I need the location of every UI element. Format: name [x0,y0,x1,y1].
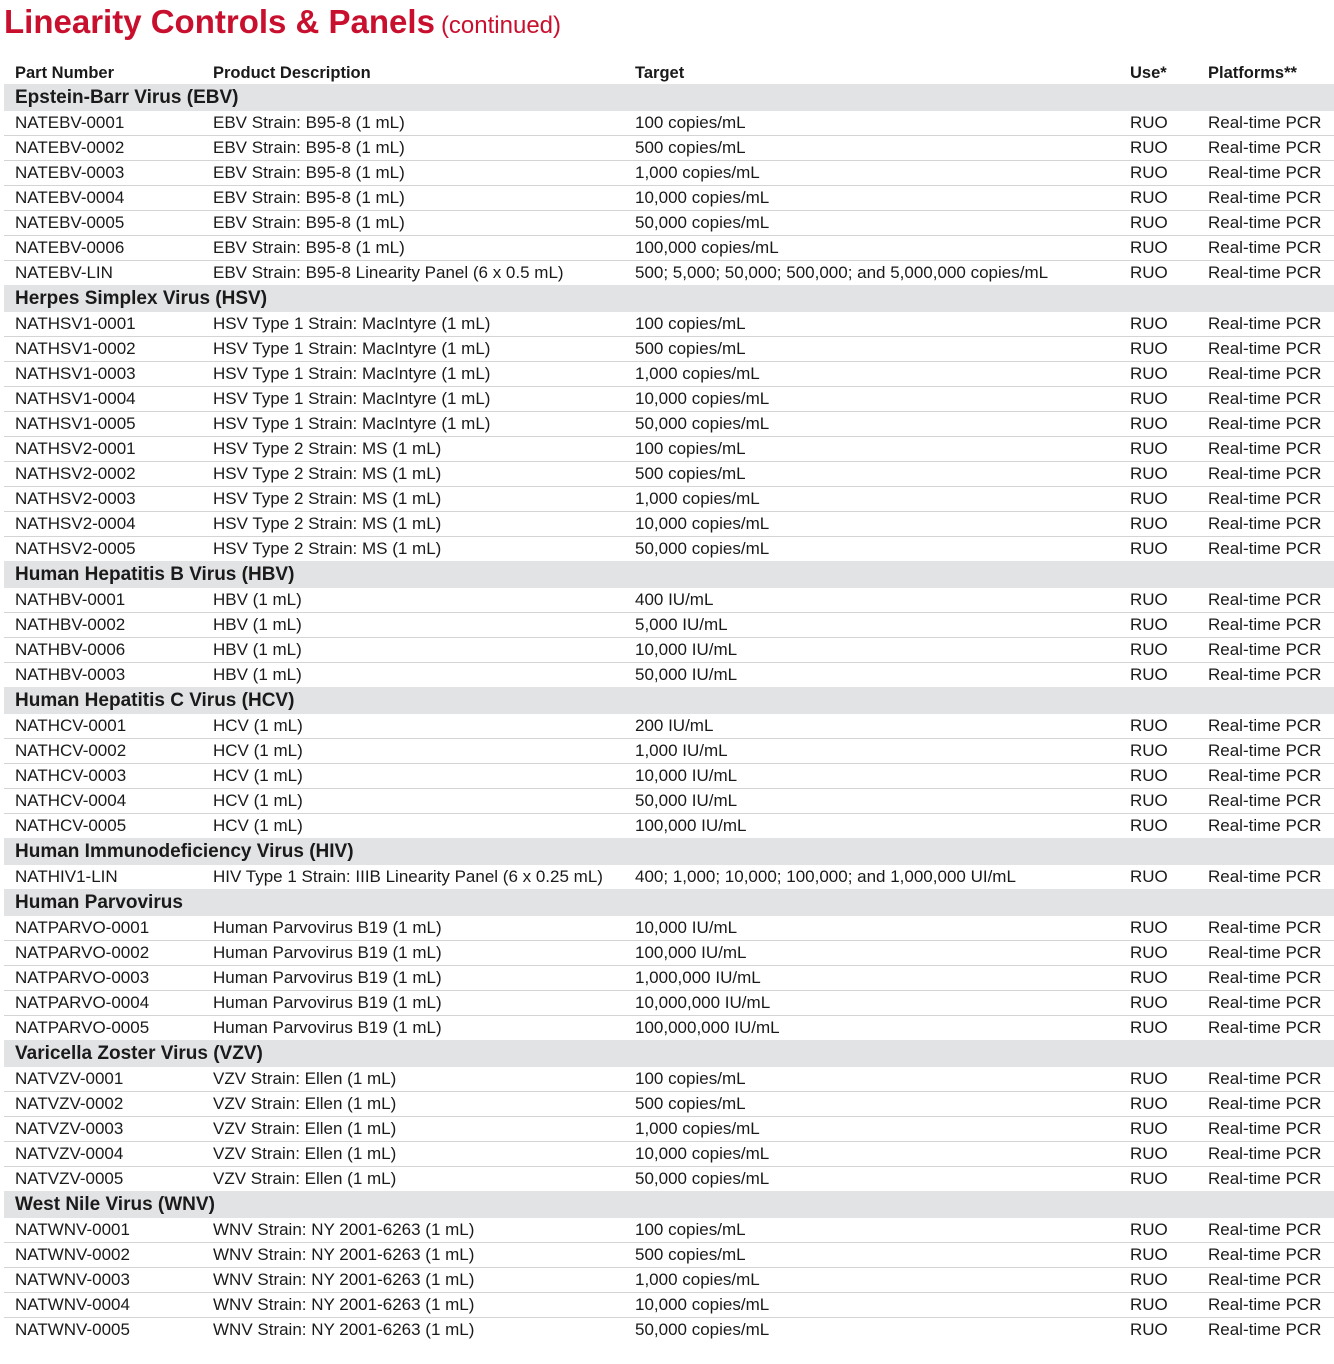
target-cell: 10,000 copies/mL [624,1142,1119,1167]
part-number-cell: NATPARVO-0005 [15,1018,150,1037]
table-row [4,362,1334,387]
product-description-cell: VZV Strain: Ellen (1 mL) [202,1142,624,1167]
product-description-cell: WNV Strain: NY 2001-6263 (1 mL) [213,1320,475,1339]
table-row [4,739,1334,764]
section-header-row [4,84,1334,111]
platform-cell: Real-time PCR [1208,665,1322,684]
part-number-cell: NATHBV-0002 [4,613,202,638]
target-cell: 500 copies/mL [624,1092,1119,1117]
product-description-cell: Human Parvovirus B19 (1 mL) [202,916,624,941]
table-row [4,1167,1334,1192]
use-cell: RUO [1119,362,1197,387]
part-number-cell: NATWNV-0002 [4,1243,202,1268]
product-description-cell: HSV Type 1 Strain: MacIntyre (1 mL) [202,337,624,362]
use-cell: RUO [1119,1268,1197,1293]
use-cell: RUO [1130,539,1168,558]
use-cell: RUO [1119,966,1197,991]
platform-cell: Real-time PCR [1197,236,1334,261]
platform-cell: Real-time PCR [1197,1142,1334,1167]
target-cell: 200 IU/mL [624,714,1119,739]
part-number-cell: NATHCV-0004 [4,789,202,814]
product-description-cell: HSV Type 1 Strain: MacIntyre (1 mL) [202,362,624,387]
table-row [4,136,1334,161]
table-row [4,437,1334,462]
part-number-cell: NATHBV-0001 [4,588,202,613]
use-cell: RUO [1119,437,1197,462]
target-cell: 500; 5,000; 50,000; 500,000; and 5,000,000 copies/mL [635,263,1049,282]
use-cell: RUO [1119,1243,1197,1268]
product-description-cell: HSV Type 1 Strain: MacIntyre (1 mL) [202,387,624,412]
section-title: Varicella Zoster Virus (VZV) [4,1040,1334,1067]
part-number-cell: NATVZV-0004 [4,1142,202,1167]
platform-cell: Real-time PCR [1197,437,1334,462]
product-description-cell: Human Parvovirus B19 (1 mL) [202,991,624,1016]
part-number-cell: NATWNV-0004 [4,1293,202,1318]
use-cell: RUO [1119,613,1197,638]
use-cell: RUO [1119,337,1197,362]
section-title: Epstein-Barr Virus (EBV) [4,84,1334,111]
product-description-cell: WNV Strain: NY 2001-6263 (1 mL) [202,1243,624,1268]
use-cell: RUO [1130,867,1168,886]
table-row [4,462,1334,487]
part-number-cell: NATVZV-0002 [4,1092,202,1117]
target-cell: 100,000,000 IU/mL [635,1018,780,1037]
target-cell: 10,000 IU/mL [624,764,1119,789]
section-header-row [4,561,1334,588]
header-row [4,57,1334,84]
table-header [4,57,1334,84]
platform-cell: Real-time PCR [1197,1243,1334,1268]
target-cell: 1,000 copies/mL [624,487,1119,512]
use-cell: RUO [1119,1142,1197,1167]
part-number-cell: NATEBV-0003 [4,161,202,186]
table-row [4,211,1334,236]
use-cell: RUO [1130,263,1168,282]
part-number-cell: NATPARVO-0004 [4,991,202,1016]
table-row [4,412,1334,437]
use-cell: RUO [1119,916,1197,941]
table-row [4,1243,1334,1268]
target-cell: 1,000 IU/mL [624,739,1119,764]
target-cell: 500 copies/mL [624,136,1119,161]
part-number-cell: NATEBV-0002 [4,136,202,161]
product-description-cell: HIV Type 1 Strain: IIIB Linearity Panel (6 x 0.25 mL) [213,867,603,886]
target-cell: 100,000 IU/mL [624,941,1119,966]
platform-cell: Real-time PCR [1197,941,1334,966]
target-cell: 1,000 copies/mL [624,1268,1119,1293]
part-number-cell: NATHCV-0005 [15,816,127,835]
use-cell: RUO [1119,1067,1197,1092]
platform-cell: Real-time PCR [1197,588,1334,613]
product-description-cell: Human Parvovirus B19 (1 mL) [202,941,624,966]
platform-cell: Real-time PCR [1197,764,1334,789]
use-cell: RUO [1119,991,1197,1016]
use-cell: RUO [1119,236,1197,261]
platform-cell: Real-time PCR [1197,1268,1334,1293]
part-number-cell: NATHSV1-0001 [4,312,202,337]
target-cell: 100 copies/mL [624,1218,1119,1243]
platform-cell: Real-time PCR [1197,966,1334,991]
use-cell: RUO [1130,665,1168,684]
use-cell: RUO [1119,638,1197,663]
part-number-cell: NATWNV-0003 [4,1268,202,1293]
platform-cell: Real-time PCR [1197,136,1334,161]
platform-cell: Real-time PCR [1197,739,1334,764]
target-cell: 50,000 IU/mL [624,789,1119,814]
section-header-row [4,889,1334,916]
use-cell: RUO [1119,111,1197,136]
table-body [4,84,1334,1342]
platform-cell: Real-time PCR [1208,263,1322,282]
product-description-cell: HCV (1 mL) [202,789,624,814]
target-cell: 10,000 copies/mL [624,387,1119,412]
target-cell: 500 copies/mL [624,462,1119,487]
platform-cell: Real-time PCR [1197,1067,1334,1092]
header-product-description: Product Description [213,64,371,82]
platform-cell: Real-time PCR [1208,816,1322,835]
platform-cell: Real-time PCR [1197,991,1334,1016]
target-cell: 1,000 copies/mL [624,161,1119,186]
use-cell: RUO [1119,412,1197,437]
target-cell: 100 copies/mL [624,111,1119,136]
table-row [4,941,1334,966]
use-cell: RUO [1119,941,1197,966]
section-title: Human Immunodeficiency Virus (HIV) [4,838,1334,865]
part-number-cell: NATHBV-0006 [4,638,202,663]
table-row [4,1293,1334,1318]
table-row [4,161,1334,186]
platform-cell: Real-time PCR [1197,1293,1334,1318]
part-number-cell: NATHCV-0003 [4,764,202,789]
use-cell: RUO [1119,1218,1197,1243]
use-cell: RUO [1119,211,1197,236]
use-cell: RUO [1119,136,1197,161]
part-number-cell: NATHCV-0001 [4,714,202,739]
table-row [4,487,1334,512]
product-description-cell: HCV (1 mL) [202,714,624,739]
table-row [4,1142,1334,1167]
header-platforms: Platforms** [1208,64,1297,82]
section-title: Human Hepatitis B Virus (HBV) [4,561,1334,588]
use-cell: RUO [1119,764,1197,789]
product-description-cell: HSV Type 1 Strain: MacIntyre (1 mL) [202,312,624,337]
header-part-number: Part Number [15,64,115,82]
table-row [4,714,1334,739]
product-description-cell: HBV (1 mL) [213,665,302,684]
section-title: Human Parvovirus [4,889,1334,916]
table-row [4,337,1334,362]
product-description-cell: EBV Strain: B95-8 (1 mL) [202,111,624,136]
platform-cell: Real-time PCR [1197,916,1334,941]
platform-cell: Real-time PCR [1197,312,1334,337]
product-description-cell: Human Parvovirus B19 (1 mL) [202,966,624,991]
section-header-row [4,687,1334,714]
use-cell: RUO [1119,739,1197,764]
use-cell: RUO [1119,1092,1197,1117]
platform-cell: Real-time PCR [1197,462,1334,487]
product-description-cell: HSV Type 1 Strain: MacIntyre (1 mL) [202,412,624,437]
use-cell: RUO [1119,161,1197,186]
header-use: Use* [1130,64,1167,82]
platform-cell: Real-time PCR [1208,1169,1322,1188]
target-cell: 50,000 IU/mL [635,665,738,684]
platform-cell: Real-time PCR [1208,1018,1322,1037]
platform-cell: Real-time PCR [1197,362,1334,387]
part-number-cell: NATHSV1-0002 [4,337,202,362]
product-description-cell: HBV (1 mL) [202,588,624,613]
page-title-text: Linearity Controls & Panels [4,3,435,40]
part-number-cell: NATPARVO-0003 [4,966,202,991]
product-description-cell: HSV Type 2 Strain: MS (1 mL) [202,462,624,487]
target-cell: 50,000 copies/mL [635,1169,770,1188]
product-description-cell: Human Parvovirus B19 (1 mL) [213,1018,442,1037]
product-description-cell: VZV Strain: Ellen (1 mL) [213,1169,397,1188]
use-cell: RUO [1119,186,1197,211]
use-cell: RUO [1119,387,1197,412]
table-row [4,588,1334,613]
platform-cell: Real-time PCR [1208,1320,1322,1339]
table-row [4,387,1334,412]
table-row [4,1268,1334,1293]
table-row [4,991,1334,1016]
part-number-cell: NATPARVO-0002 [4,941,202,966]
section-title: Herpes Simplex Virus (HSV) [4,285,1334,312]
product-description-cell: WNV Strain: NY 2001-6263 (1 mL) [202,1293,624,1318]
part-number-cell: NATWNV-0005 [15,1320,130,1339]
platform-cell: Real-time PCR [1208,539,1322,558]
target-cell: 100 copies/mL [624,312,1119,337]
part-number-cell: NATHBV-0003 [15,665,126,684]
product-description-cell: EBV Strain: B95-8 Linearity Panel (6 x 0.5 mL) [213,263,564,282]
target-cell: 100,000 copies/mL [624,236,1119,261]
target-cell: 10,000 IU/mL [624,638,1119,663]
product-description-cell: HSV Type 2 Strain: MS (1 mL) [213,539,442,558]
part-number-cell: NATHIV1-LIN [15,867,118,886]
section-header-row [4,285,1334,312]
table-row [4,613,1334,638]
table-row [4,1016,1334,1041]
table-row [4,1092,1334,1117]
platform-cell: Real-time PCR [1197,512,1334,537]
platform-cell: Real-time PCR [1197,211,1334,236]
use-cell: RUO [1130,1169,1168,1188]
table-row [4,916,1334,941]
product-description-cell: HCV (1 mL) [202,739,624,764]
target-cell: 500 copies/mL [624,337,1119,362]
target-cell: 50,000 copies/mL [624,211,1119,236]
product-description-cell: HSV Type 2 Strain: MS (1 mL) [202,487,624,512]
target-cell: 10,000 copies/mL [624,1293,1119,1318]
platform-cell: Real-time PCR [1197,111,1334,136]
use-cell: RUO [1119,1117,1197,1142]
product-description-cell: HBV (1 mL) [202,613,624,638]
target-cell: 10,000 IU/mL [624,916,1119,941]
table-row [4,1117,1334,1142]
part-number-cell: NATHSV2-0003 [4,487,202,512]
use-cell: RUO [1119,487,1197,512]
part-number-cell: NATHSV1-0005 [4,412,202,437]
product-description-cell: WNV Strain: NY 2001-6263 (1 mL) [202,1218,624,1243]
part-number-cell: NATEBV-0004 [4,186,202,211]
table-row [4,865,1334,889]
use-cell: RUO [1130,1320,1168,1339]
use-cell: RUO [1130,816,1168,835]
platform-cell: Real-time PCR [1197,487,1334,512]
product-description-cell: VZV Strain: Ellen (1 mL) [202,1092,624,1117]
platform-cell: Real-time PCR [1197,161,1334,186]
target-cell: 50,000 copies/mL [635,539,770,558]
product-description-cell: HSV Type 2 Strain: MS (1 mL) [202,437,624,462]
table-row [4,814,1334,839]
table-row [4,764,1334,789]
use-cell: RUO [1119,588,1197,613]
platform-cell: Real-time PCR [1197,186,1334,211]
table-row [4,236,1334,261]
section-header-row [4,1191,1334,1218]
target-cell: 400 IU/mL [624,588,1119,613]
platform-cell: Real-time PCR [1197,412,1334,437]
target-cell: 1,000 copies/mL [624,1117,1119,1142]
part-number-cell: NATEBV-0001 [4,111,202,136]
use-cell: RUO [1119,512,1197,537]
platform-cell: Real-time PCR [1197,387,1334,412]
header-target: Target [635,64,685,82]
product-description-cell: HCV (1 mL) [213,816,303,835]
target-cell: 10,000 copies/mL [624,186,1119,211]
section-title: West Nile Virus (WNV) [4,1191,1334,1218]
target-cell: 10,000 copies/mL [624,512,1119,537]
platform-cell: Real-time PCR [1197,337,1334,362]
page-title-suffix: (continued) [440,12,562,39]
part-number-cell: NATEBV-0006 [4,236,202,261]
platform-cell: Real-time PCR [1208,867,1322,886]
product-description-cell: VZV Strain: Ellen (1 mL) [202,1117,624,1142]
platform-cell: Real-time PCR [1197,638,1334,663]
table-row [4,789,1334,814]
table-row [4,261,1334,286]
table-row [4,1318,1334,1343]
product-description-cell: EBV Strain: B95-8 (1 mL) [202,161,624,186]
platform-cell: Real-time PCR [1197,1218,1334,1243]
part-number-cell: NATWNV-0001 [4,1218,202,1243]
use-cell: RUO [1119,714,1197,739]
use-cell: RUO [1119,312,1197,337]
product-description-cell: WNV Strain: NY 2001-6263 (1 mL) [202,1268,624,1293]
part-number-cell: NATVZV-0003 [4,1117,202,1142]
table-row [4,312,1334,337]
use-cell: RUO [1130,1018,1168,1037]
table-row [4,663,1334,688]
platform-cell: Real-time PCR [1197,789,1334,814]
target-cell: 100,000 IU/mL [635,816,747,835]
part-number-cell: NATHSV1-0004 [4,387,202,412]
product-description-cell: HCV (1 mL) [202,764,624,789]
platform-cell: Real-time PCR [1197,613,1334,638]
part-number-cell: NATVZV-0001 [4,1067,202,1092]
table-row [4,186,1334,211]
table-row [4,537,1334,562]
target-cell: 50,000 copies/mL [635,1320,770,1339]
section-header-row [4,838,1334,865]
part-number-cell: NATHSV2-0005 [15,539,136,558]
part-number-cell: NATEBV-0005 [4,211,202,236]
part-number-cell: NATHSV1-0003 [4,362,202,387]
platform-cell: Real-time PCR [1197,714,1334,739]
part-number-cell: NATVZV-0005 [15,1169,124,1188]
part-number-cell: NATHSV2-0002 [4,462,202,487]
product-description-cell: EBV Strain: B95-8 (1 mL) [202,186,624,211]
section-title: Human Hepatitis C Virus (HCV) [4,687,1334,714]
target-cell: 1,000 copies/mL [624,362,1119,387]
section-header-row [4,1040,1334,1067]
part-number-cell: NATHCV-0002 [4,739,202,764]
target-cell: 100 copies/mL [624,1067,1119,1092]
target-cell: 10,000,000 IU/mL [624,991,1119,1016]
platform-cell: Real-time PCR [1197,1092,1334,1117]
part-number-cell: NATHSV2-0004 [4,512,202,537]
table-row [4,111,1334,136]
table-row [4,512,1334,537]
page-title [4,2,561,46]
target-cell: 400; 1,000; 10,000; 100,000; and 1,000,000 UI/mL [635,867,1016,886]
table-row [4,966,1334,991]
target-cell: 5,000 IU/mL [624,613,1119,638]
target-cell: 100 copies/mL [624,437,1119,462]
platform-cell: Real-time PCR [1197,1117,1334,1142]
table-row [4,1067,1334,1092]
product-description-cell: EBV Strain: B95-8 (1 mL) [202,136,624,161]
part-number-cell: NATEBV-LIN [15,263,113,282]
table-row [4,1218,1334,1243]
target-cell: 50,000 copies/mL [624,412,1119,437]
product-table [4,57,1334,1342]
part-number-cell: NATPARVO-0001 [4,916,202,941]
use-cell: RUO [1119,1293,1197,1318]
use-cell: RUO [1119,789,1197,814]
target-cell: 500 copies/mL [624,1243,1119,1268]
use-cell: RUO [1119,462,1197,487]
product-description-cell: EBV Strain: B95-8 (1 mL) [202,211,624,236]
product-description-cell: HBV (1 mL) [202,638,624,663]
product-description-cell: VZV Strain: Ellen (1 mL) [202,1067,624,1092]
target-cell: 1,000,000 IU/mL [624,966,1119,991]
product-description-cell: HSV Type 2 Strain: MS (1 mL) [202,512,624,537]
part-number-cell: NATHSV2-0001 [4,437,202,462]
table-row [4,638,1334,663]
product-description-cell: EBV Strain: B95-8 (1 mL) [202,236,624,261]
